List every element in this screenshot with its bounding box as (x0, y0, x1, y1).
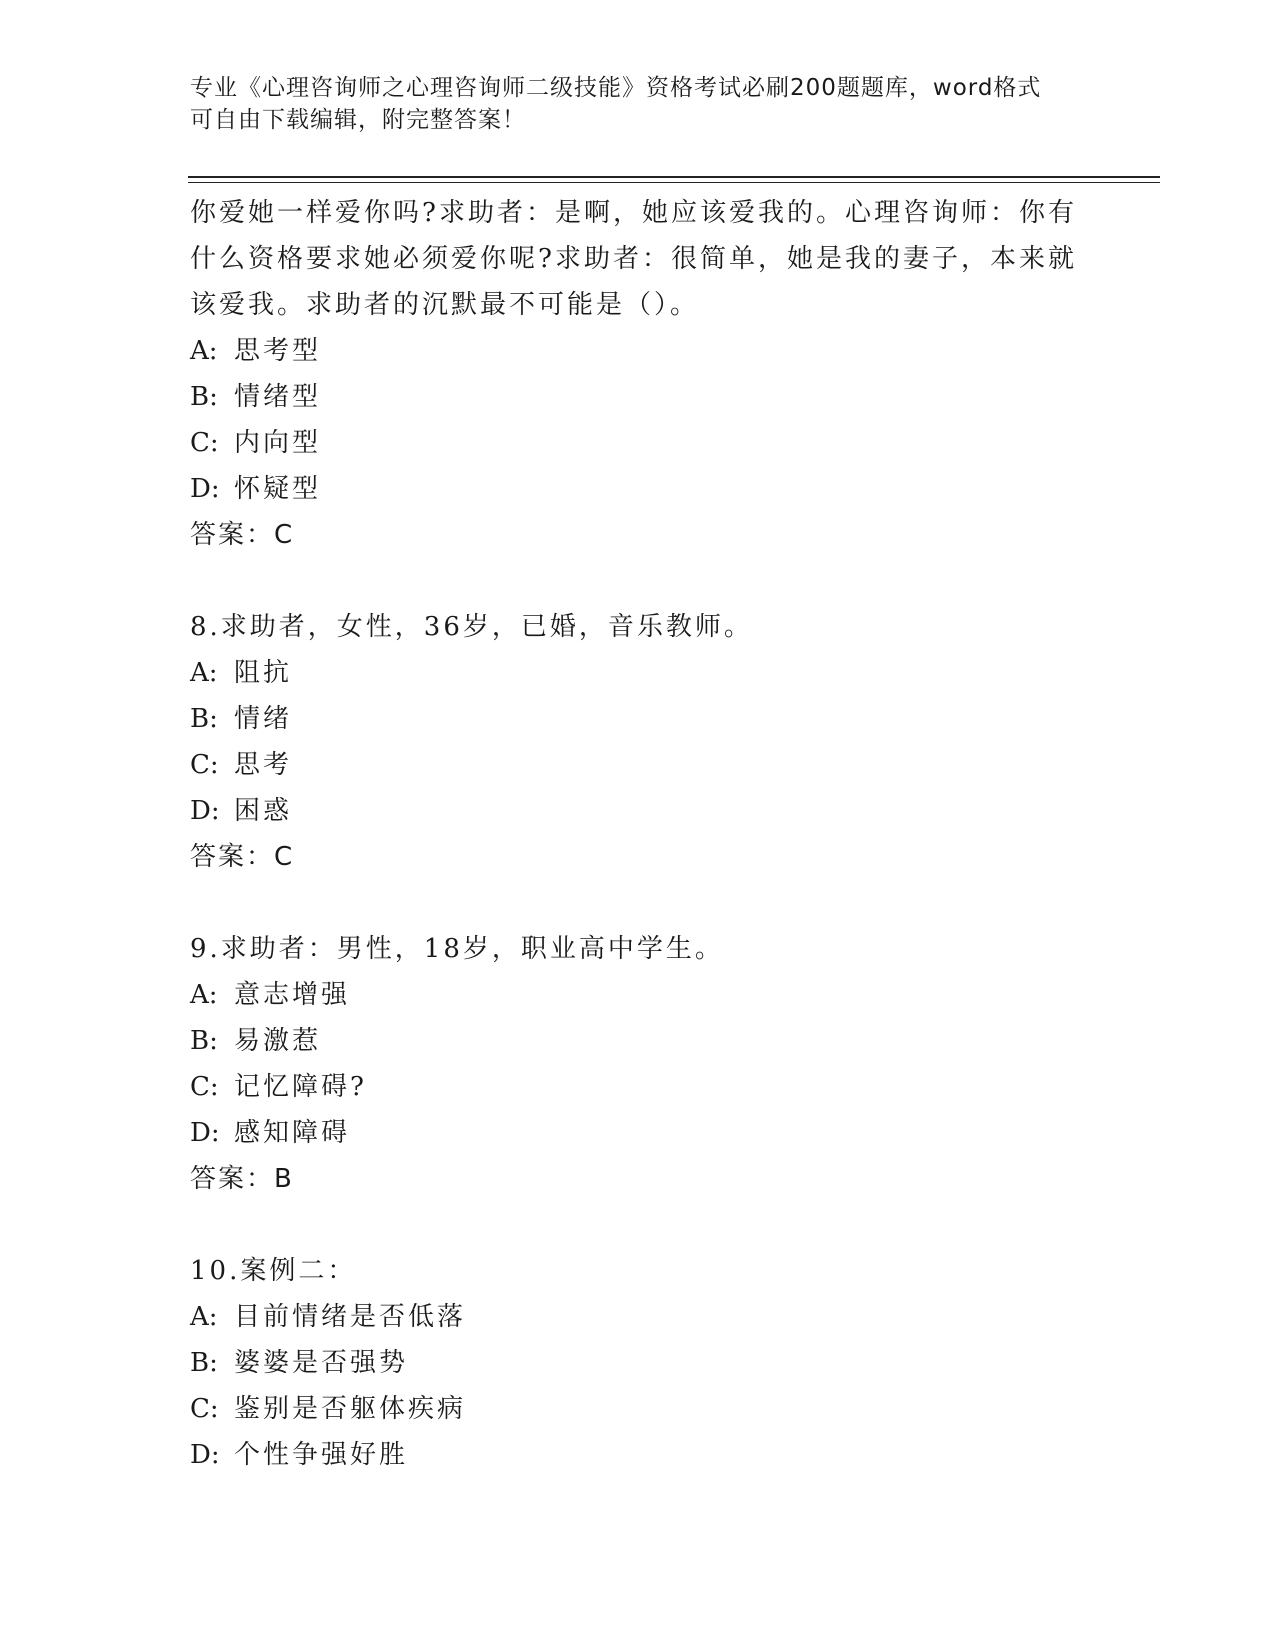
header-divider-thick (188, 176, 1160, 178)
option-c (190, 1064, 1090, 1110)
spacer (190, 1202, 1090, 1248)
document-header (190, 72, 1090, 136)
option-text: 记忆障碍? (234, 1072, 367, 1102)
question-text-line: 你爱她一样爱你吗?求助者：是啊，她应该爱我的。心理咨询师：你有 (190, 198, 1077, 228)
option-key: A: (190, 1302, 218, 1332)
answer-line: 答案：C (190, 520, 295, 550)
question-7 (190, 190, 1090, 558)
option-c (190, 742, 1090, 788)
option-text: 感知障碍 (234, 1118, 351, 1148)
question-8 (190, 604, 1090, 880)
option-b (190, 374, 1090, 420)
option-text: 鉴别是否躯体疾病 (234, 1394, 467, 1424)
option-text: 情绪型 (234, 382, 322, 412)
option-key: C: (190, 1072, 219, 1102)
spacer (190, 880, 1090, 926)
option-a (190, 972, 1090, 1018)
option-text: 怀疑型 (234, 474, 322, 504)
option-text: 目前情绪是否低落 (234, 1302, 467, 1332)
option-c (190, 420, 1090, 466)
option-c (190, 1386, 1090, 1432)
option-a (190, 1294, 1090, 1340)
option-text: 困惑 (234, 796, 293, 826)
question-text: 10.案例二： (190, 1256, 357, 1286)
question-text-line: 该爱我。求助者的沉默最不可能是（）。 (190, 290, 700, 320)
option-key: B: (190, 704, 218, 734)
question-text: 8.求助者，女性，36岁，已婚，音乐教师。 (190, 612, 753, 642)
option-key: D: (190, 1118, 220, 1148)
option-key: C: (190, 1394, 219, 1424)
option-text: 易激惹 (234, 1026, 322, 1056)
option-text: 情绪 (234, 704, 293, 734)
option-key: C: (190, 750, 219, 780)
option-text: 婆婆是否强势 (234, 1348, 409, 1378)
option-key: B: (190, 382, 218, 412)
option-text: 阻抗 (234, 658, 293, 688)
option-text: 内向型 (234, 428, 322, 458)
option-key: D: (190, 796, 220, 826)
question-10 (190, 1248, 1090, 1478)
option-b (190, 1340, 1090, 1386)
header-line-2: 可自由下载编辑，附完整答案！ (190, 107, 526, 133)
option-key: C: (190, 428, 219, 458)
option-d (190, 1110, 1090, 1156)
option-key: B: (190, 1026, 218, 1056)
header-divider-thin (188, 182, 1160, 183)
option-b (190, 696, 1090, 742)
option-d (190, 788, 1090, 834)
spacer (190, 558, 1090, 604)
option-b (190, 1018, 1090, 1064)
option-key: A: (190, 658, 218, 688)
option-d (190, 1432, 1090, 1478)
option-key: B: (190, 1348, 218, 1378)
option-key: D: (190, 474, 220, 504)
option-text: 思考 (234, 750, 293, 780)
question-9 (190, 926, 1090, 1202)
option-text: 个性争强好胜 (234, 1440, 409, 1470)
answer-line: 答案：B (190, 1164, 294, 1194)
header-line-1: 专业《心理咨询师之心理咨询师二级技能》资格考试必刷200题题库，word格式 (190, 75, 1042, 101)
option-text: 思考型 (234, 336, 322, 366)
option-key: A: (190, 980, 218, 1010)
answer-line: 答案：C (190, 842, 295, 872)
question-text: 9.求助者：男性，18岁，职业高中学生。 (190, 934, 724, 964)
option-key: A: (190, 336, 218, 366)
option-a (190, 328, 1090, 374)
question-text-line: 什么资格要求她必须爱你呢?求助者：很简单，她是我的妻子，本来就 (190, 244, 1077, 274)
option-d (190, 466, 1090, 512)
option-key: D: (190, 1440, 220, 1470)
option-a (190, 650, 1090, 696)
option-text: 意志增强 (234, 980, 351, 1010)
question-list (190, 190, 1090, 1478)
